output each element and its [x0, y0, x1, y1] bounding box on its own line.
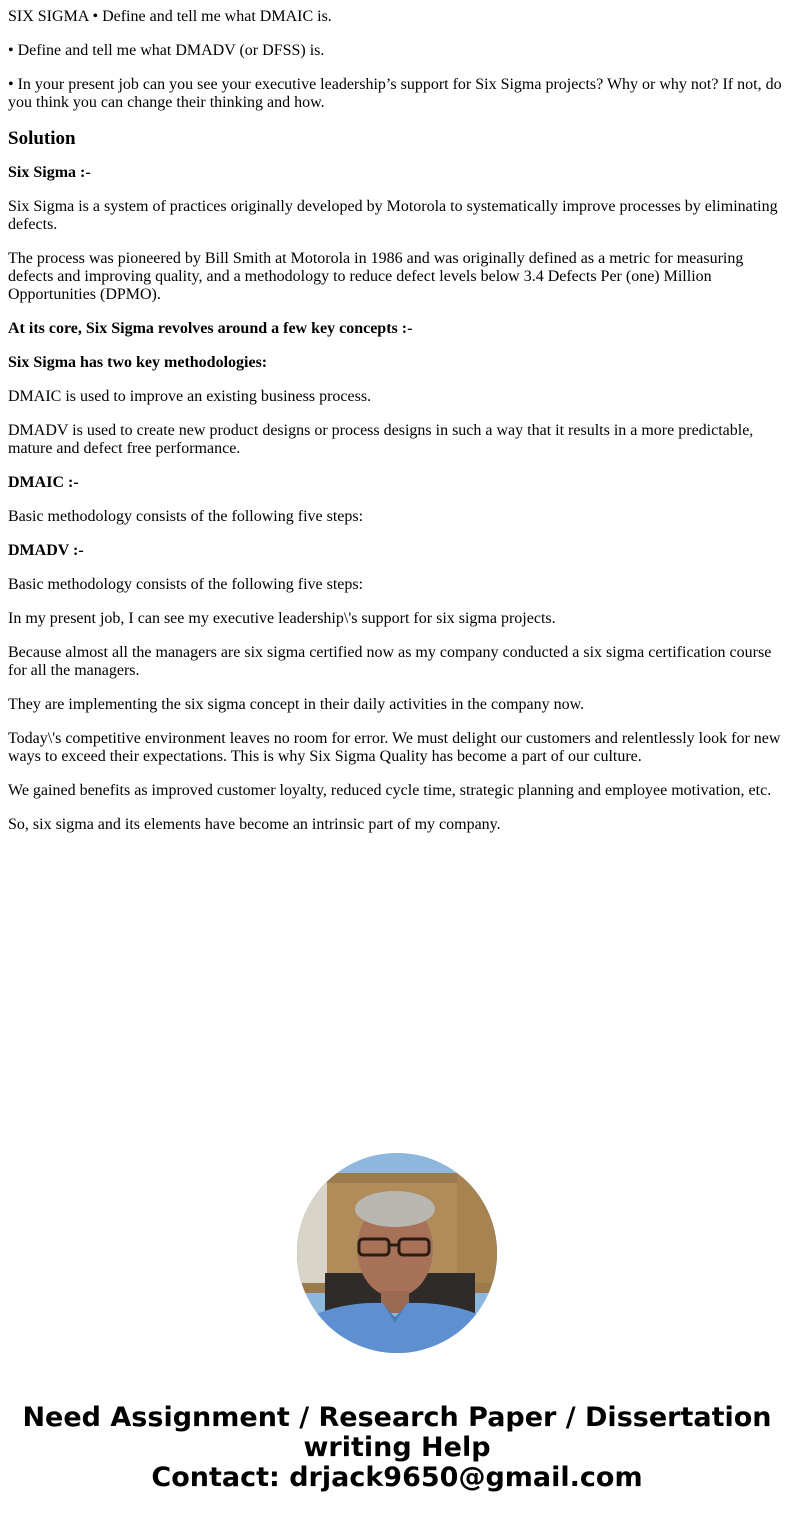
question-line-3: • In your present job can you see your executive leadership’s support for Six Sigma projects? Why or why not? If not, do you think you can change their thinking and how. — [8, 76, 782, 111]
solution-paragraph: They are implementing the six sigma concept in their daily activities in the company now. — [8, 696, 585, 713]
solution-body — [8, 164, 786, 834]
solution-paragraph: Today\'s competitive environment leaves no room for error. We must delight our customers and relentlessly look for new ways to exceed their expectations. This is why Six Sigma Quality has become a part of our culture. — [8, 730, 781, 765]
section-heading: Six Sigma :- — [8, 164, 91, 181]
document-body — [8, 8, 786, 850]
author-avatar — [297, 1153, 497, 1353]
solution-paragraph: In my present job, I can see my executive leadership\'s support for six sigma projects. — [8, 610, 556, 627]
author-photo — [297, 1153, 497, 1353]
solution-paragraph: DMADV is used to create new product designs or process designs in such a way that it results in a more predictable, mature and defect free performance. — [8, 422, 754, 457]
section-heading: At its core, Six Sigma revolves around a few key concepts :- — [8, 320, 413, 337]
section-heading: DMADV :- — [8, 542, 84, 559]
question-line-1: SIX SIGMA • Define and tell me what DMAIC is. — [8, 8, 332, 25]
solution-paragraph: Because almost all the managers are six sigma certified now as my company conducted a six sigma certification course for all the managers. — [8, 644, 772, 679]
solution-paragraph: So, six sigma and its elements have become an intrinsic part of my company. — [8, 816, 501, 833]
solution-paragraph: The process was pioneered by Bill Smith at Motorola in 1986 and was originally defined as a metric for measuring defects and improving quality, and a methodology to reduce defect levels below 3.4 Defects Per (one) Million Opportunities (DPMO). — [8, 250, 744, 303]
section-heading: DMAIC :- — [8, 474, 79, 491]
solution-paragraph: Six Sigma is a system of practices originally developed by Motorola to systematically improve processes by eliminating defects. — [8, 198, 778, 233]
promo-contact: Contact: drjack9650@gmail.com — [151, 1462, 643, 1493]
solution-heading: Solution — [8, 128, 76, 149]
solution-paragraph: Basic methodology consists of the following five steps: — [8, 508, 364, 525]
section-heading: Six Sigma has two key methodologies: — [8, 354, 268, 371]
promo-line-1: Need Assignment / Research Paper / Dissertation — [22, 1402, 772, 1433]
solution-paragraph: We gained benefits as improved customer loyalty, reduced cycle time, strategic planning and employee motivation, etc. — [8, 782, 772, 799]
solution-paragraph: Basic methodology consists of the following five steps: — [8, 576, 364, 593]
solution-paragraph: DMAIC is used to improve an existing business process. — [8, 388, 372, 405]
promo-banner — [0, 1403, 794, 1493]
promo-line-2: writing Help — [303, 1432, 491, 1463]
question-line-2: • Define and tell me what DMADV (or DFSS) is. — [8, 42, 325, 59]
